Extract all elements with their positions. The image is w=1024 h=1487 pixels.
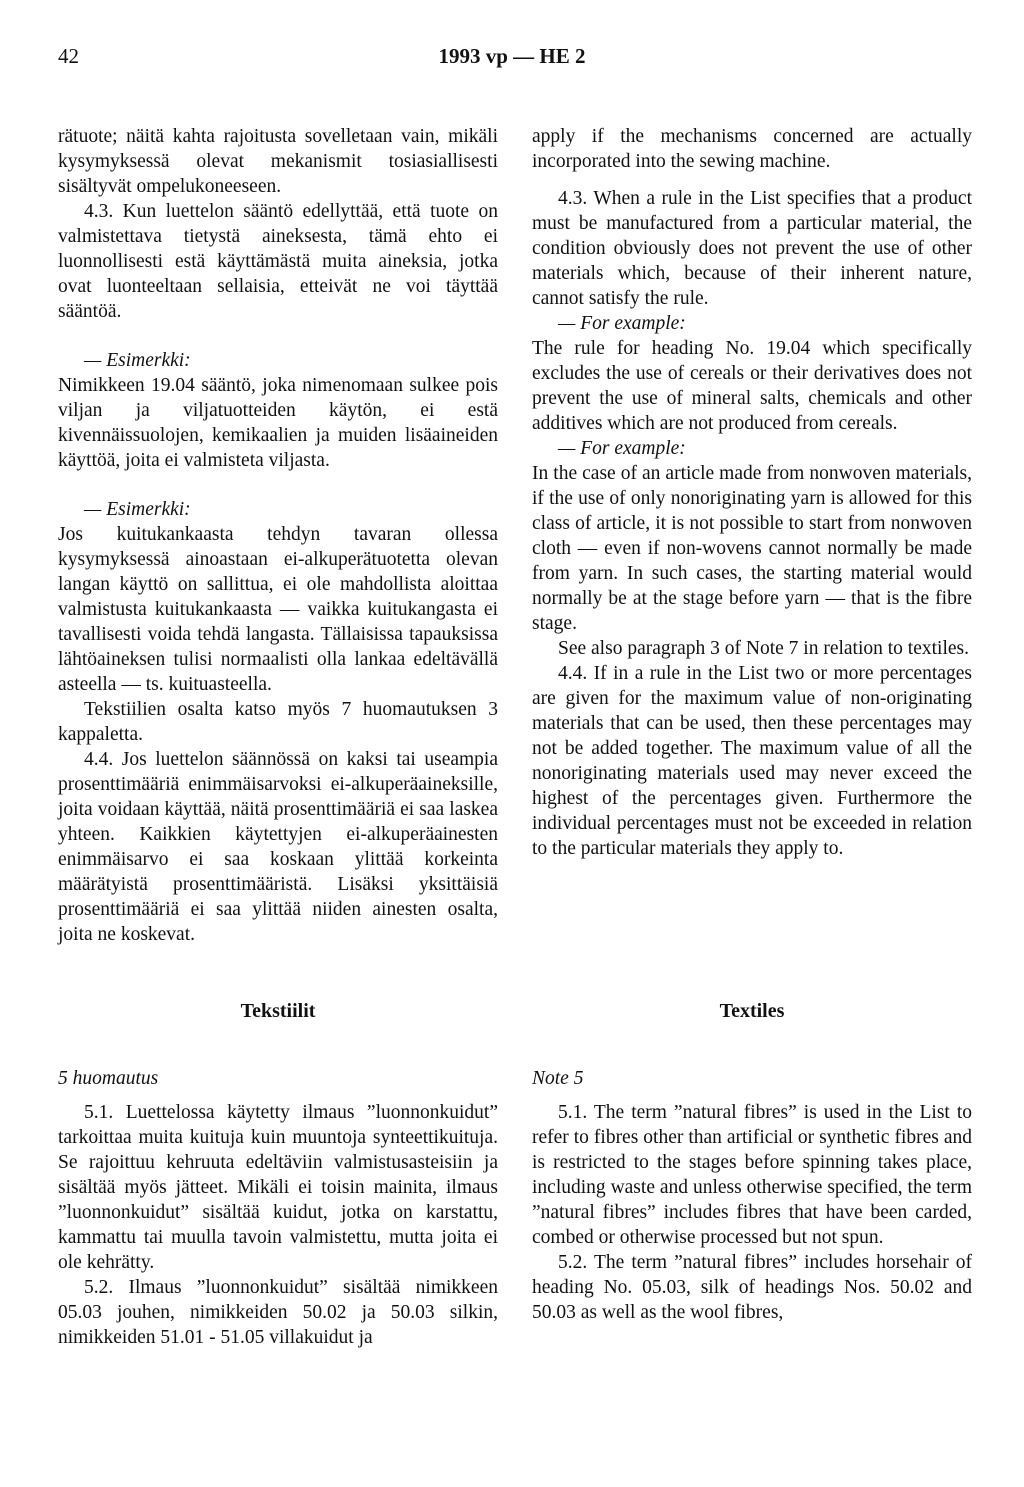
example-label-text: — Esimerkki:	[84, 350, 191, 371]
left-column-bottom	[58, 1100, 498, 1350]
paragraph: 5.1. The term ”natural fibres” is used in the List to refer to fibres other than artificial or synthetic fibres and is restricted to the stages before spinning takes place, including waste and unless otherwise specified, the term ”natural fibres” includes fibres that have been carded, combed or otherwise processed but not spun.	[532, 1102, 972, 1248]
right-column-top	[532, 124, 972, 861]
example-label-text: — For example:	[558, 438, 686, 459]
example-label	[58, 497, 498, 522]
paragraph: rätuote; näitä kahta rajoitusta sovelletaan vain, mikäli kysymyksessä olevat mekanismit tosiasiallisesti sisältyvät ompelukoneeseen.	[58, 126, 498, 197]
paragraph: 4.4. If in a rule in the List two or more percentages are given for the maximum value of non-originating materials that can be used, then these percentages may not be added together. The maximum value of all the nonoriginating materials used may never exceed the highest of the percentages given. Furthermore the individual percentages must not be exceeded in relation to the particular materials they apply to.	[532, 663, 972, 859]
note-heading-right: Note 5	[532, 1068, 584, 1089]
page-number: 42	[58, 44, 79, 68]
running-title: 1993 vp — HE 2	[438, 44, 586, 68]
paragraph: 5.1. Luettelossa käytetty ilmaus ”luonnonkuidut” tarkoittaa muita kuituja kuin muuntoja synteettikuituja. Se rajoittuu kehruuta edeltäviin valmistusasteisiin ja sisältää myös jätteet. Mikäli ei toisin mainita, ilmaus ”luonnonkuidut” sisältää kuidut, jotka on karstattu, kammattu tai muulla tavoin valmistettu, mutta joita ei ole kehrätty.	[58, 1102, 498, 1273]
paragraph: The rule for heading No. 19.04 which specifically excludes the use of cereals or their derivatives does not prevent the use of mineral salts, chemicals and other additives which are not produced from cereals.	[532, 338, 972, 434]
example-label	[58, 348, 498, 373]
example-label	[532, 436, 972, 461]
paragraph: Tekstiilien osalta katso myös 7 huomautuksen 3 kappaletta.	[58, 699, 498, 745]
paragraph: 4.3. When a rule in the List specifies that a product must be manufactured from a particular material, the condition obviously does not prevent the use of other materials which, because of their inherent nature, cannot satisfy the rule.	[532, 188, 972, 309]
example-label-text: — For example:	[558, 313, 686, 334]
paragraph: 5.2. Ilmaus ”luonnonkuidut” sisältää nimikkeen 05.03 jouhen, nimikkeiden 50.02 ja 50.03 silkin, nimikkeiden 51.01 - 51.05 villakuidut ja	[58, 1277, 498, 1348]
left-column-top	[58, 124, 498, 947]
page-header	[0, 44, 1024, 74]
paragraph: 5.2. The term ”natural fibres” includes horsehair of heading No. 05.03, silk of headings Nos. 50.02 and 50.03 as well as the wool fibres,	[532, 1252, 972, 1323]
paragraph: Jos kuitukankaasta tehdyn tavaran ollessa kysymyksessä ainoastaan ei-alkuperätuotetta olevan langan käyttö on sallittua, ei ole mahdollista aloittaa valmistusta kuitukankaasta — vaikka kuitukangasta ei tavallisesti voida tehdä langasta. Tällaisissa tapauksissa lähtöaineksen tulisi normaalisti olla lankaa edeltävällä asteella — ts. kuituasteella.	[58, 524, 498, 695]
section-heading-left: Tekstiilit	[240, 1000, 316, 1022]
right-column-bottom	[532, 1100, 972, 1325]
paragraph: Nimikkeen 19.04 sääntö, joka nimenomaan sulkee pois viljan ja viljatuotteiden käytön, ei estä kivennäissuolojen, kemikaalien ja muiden lisäaineiden käyttöä, joita ei valmisteta viljasta.	[58, 375, 498, 471]
note-heading-left: 5 huomautus	[58, 1068, 159, 1089]
paragraph: See also paragraph 3 of Note 7 in relation to textiles.	[558, 638, 970, 659]
example-label-text: — Esimerkki:	[84, 499, 191, 520]
paragraph: apply if the mechanisms concerned are actually incorporated into the sewing machine.	[532, 126, 972, 172]
paragraph: In the case of an article made from nonwoven materials, if the use of only nonoriginating yarn is allowed for this class of article, it is not possible to start from nonwoven cloth — even if non-wovens cannot normally be made from yarn. In such cases, the starting material would normally be at the stage before yarn — that is the fibre stage.	[532, 463, 972, 634]
example-label	[532, 311, 972, 336]
paragraph: 4.3. Kun luettelon sääntö edellyttää, että tuote on valmistettava tietystä aineksesta, tämä ehto ei luonnollisesti estä käyttämästä muita aineksia, jotka ovat luonteeltaan sellaisia, etteivät ne voi täyttää sääntöä.	[58, 201, 498, 322]
section-heading-right: Textiles	[719, 1000, 785, 1022]
paragraph: 4.4. Jos luettelon säännössä on kaksi tai useampia prosenttimääriä enimmäisarvoksi ei-alkuperäaineksille, joita voidaan käyttää, näitä prosenttimääriä ei saa laskea yhteen. Kaikkien käytettyjen ei-alkuperäainesten enimmäisarvo ei saa koskaan ylittää korkeinta määrätyistä prosenttimääristä. Lisäksi yksittäisiä prosenttimääriä ei saa ylittää niiden ainesten osalta, joita ne koskevat.	[58, 749, 498, 945]
